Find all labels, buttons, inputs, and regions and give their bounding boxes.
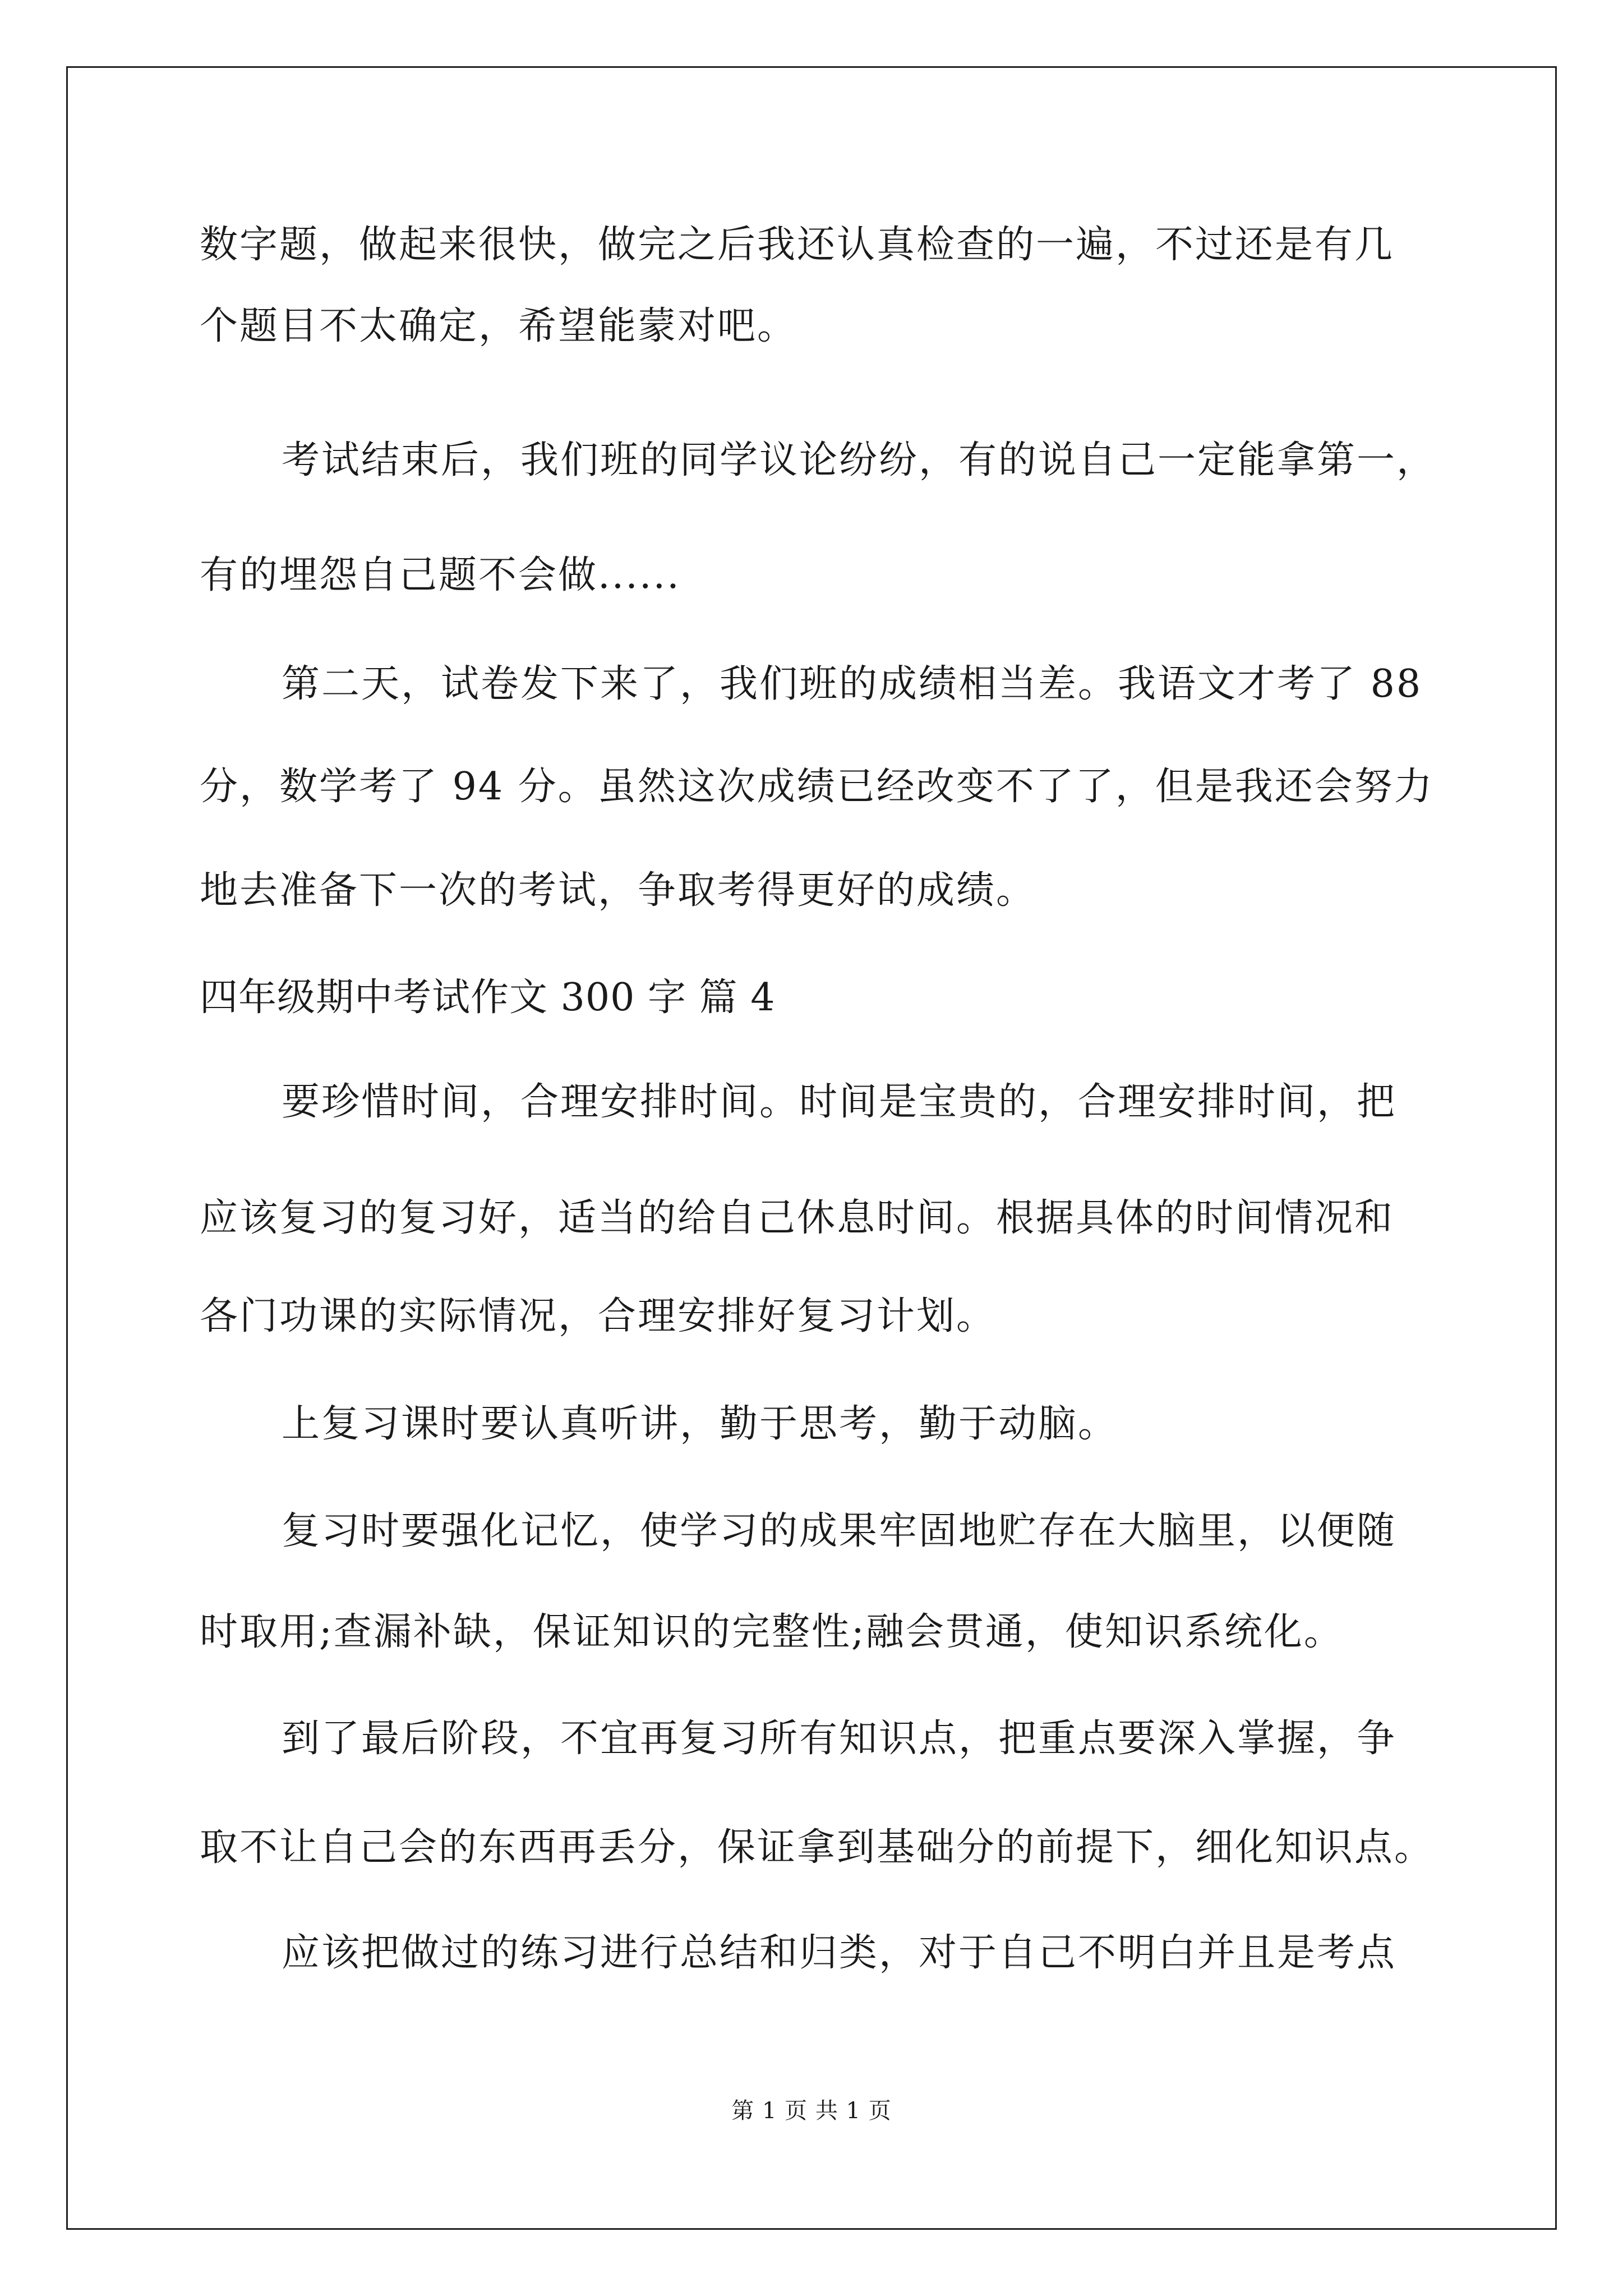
paragraph-line: 要珍惜时间，合理安排时间。时间是宝贵的，合理安排时间，把: [282, 1080, 1397, 1124]
text-line: 分，数学考了 94 分。虽然这次成绩已经改变不了了，但是我还会努力: [200, 765, 1434, 809]
text-line: 个题目不太确定，希望能蒙对吧。: [200, 304, 797, 348]
text-line: 取不让自己会的东西再丢分，保证拿到基础分的前提下，细化知识点。: [200, 1825, 1435, 1870]
document-body: [200, 0, 1445, 2296]
text-line: 各门功课的实际情况，合理安排好复习计划。: [200, 1294, 997, 1338]
paragraph-line: 到了最后阶段，不宜再复习所有知识点，把重点要深入掌握，争: [282, 1717, 1397, 1761]
text-line: 数字题，做起来很快，做完之后我还认真检查的一遍，不过还是有几: [200, 223, 1395, 267]
paragraph-line: 应该把做过的练习进行总结和归类，对于自己不明白并且是考点: [282, 1931, 1397, 1975]
paragraph-line: 考试结束后，我们班的同学议论纷纷，有的说自己一定能拿第一，: [282, 438, 1437, 482]
paragraph-line: 上复习课时要认真听讲，勤于思考，勤于动脑。: [282, 1402, 1118, 1446]
text-line: 有的埋怨自己题不会做......: [200, 553, 681, 597]
text-line: 应该复习的复习好，适当的给自己休息时间。根据具体的时间情况和: [200, 1196, 1395, 1240]
text-line: 时取用;查漏补缺，保证知识的完整性;融会贯通，使知识系统化。: [200, 1610, 1344, 1654]
section-heading: 四年级期中考试作文 300 字 篇 4: [200, 976, 776, 1020]
paragraph-line: 第二天，试卷发下来了，我们班的成绩相当差。我语文才考了 88: [282, 662, 1423, 706]
text-line: 地去准备下一次的考试，争取考得更好的成绩。: [200, 868, 1036, 913]
page-number: 第 1 页 共 1 页: [731, 2098, 892, 2124]
paragraph-line: 复习时要强化记忆，使学习的成果牢固地贮存在大脑里，以便随: [282, 1509, 1397, 1553]
